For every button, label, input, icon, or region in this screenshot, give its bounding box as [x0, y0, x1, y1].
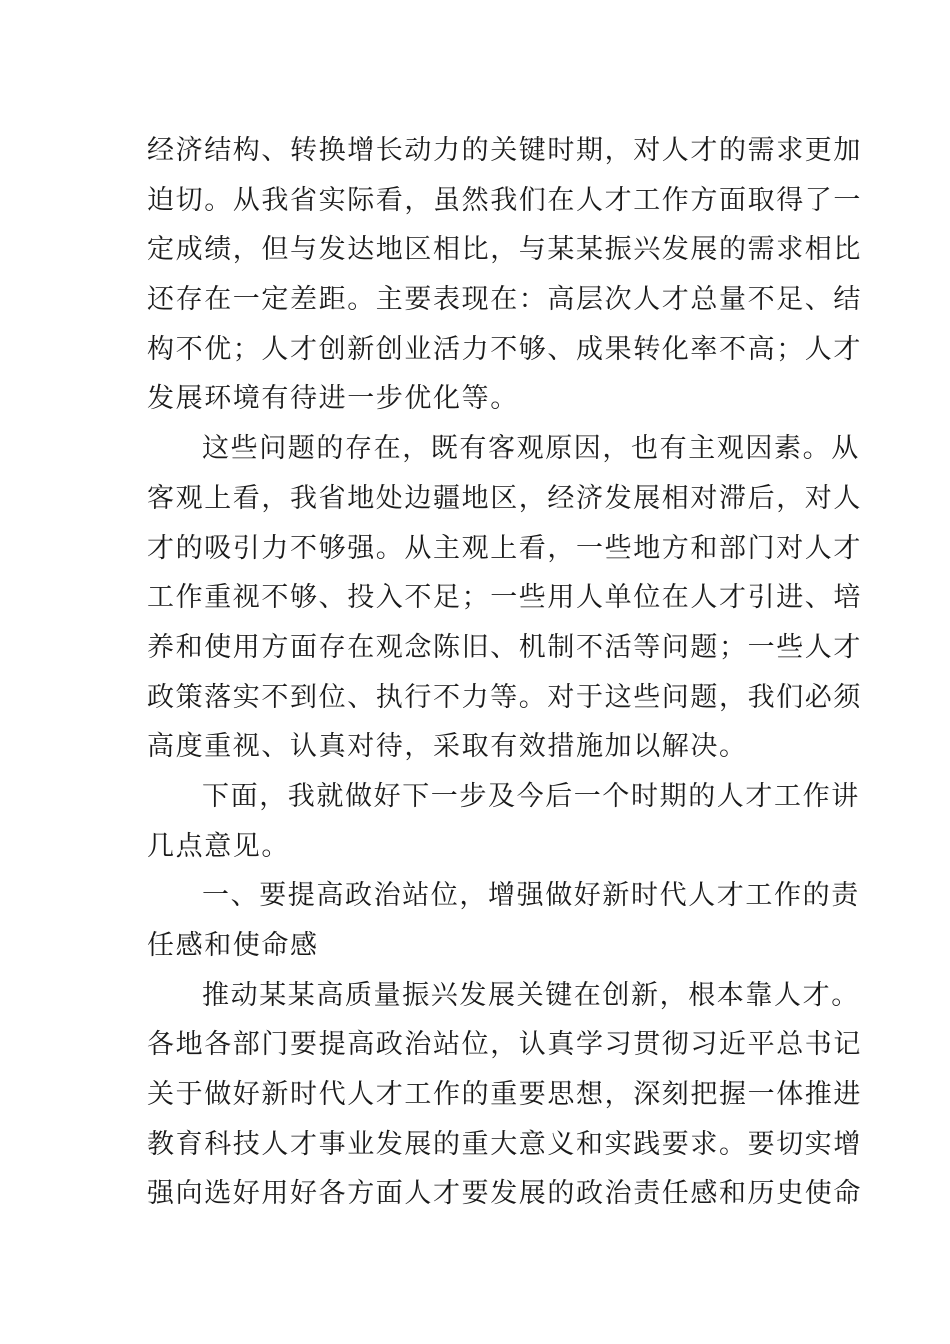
- text-line: 几点意见。: [147, 830, 290, 862]
- text-line: 迫切。从我省实际看，虽然我们在人才工作方面取得了一: [147, 184, 862, 216]
- section-heading-line: 任感和使命感: [147, 930, 319, 961]
- text-line: 经济结构、转换增长动力的关键时期，对人才的需求更加: [147, 135, 862, 166]
- body-text: [147, 126, 862, 1219]
- paragraph-start-line: 这些问题的存在，既有客观原因，也有主观因素。从: [202, 433, 860, 465]
- text-line: 才的吸引力不够强。从主观上看，一些地方和部门对人才: [147, 532, 862, 564]
- text-line: 养和使用方面存在观念陈旧、机制不活等问题；一些人才: [147, 631, 862, 663]
- text-line: 还存在一定差距。主要表现在：高层次人才总量不足、结: [147, 284, 862, 316]
- text-line: 定成绩，但与发达地区相比，与某某振兴发展的需求相比: [147, 234, 862, 266]
- text-line: 构不优；人才创新创业活力不够、成果转化率不高；人才: [147, 333, 862, 365]
- paragraph-start-line: 推动某某高质量振兴发展关键在创新，根本靠人才。: [202, 979, 860, 1011]
- text-line: 政策落实不到位、执行不力等。对于这些问题，我们必须: [147, 681, 862, 713]
- text-line: 各地各部门要提高政治站位，认真学习贯彻习近平总书记: [147, 1029, 862, 1061]
- text-line: 强向选好用好各方面人才要发展的政治责任感和历史使命: [147, 1178, 862, 1210]
- text-line: 客观上看，我省地处边疆地区，经济发展相对滞后，对人: [147, 482, 862, 514]
- text-line: 教育科技人才事业发展的重大意义和实践要求。要切实增: [147, 1128, 862, 1160]
- text-line: 高度重视、认真对待，采取有效措施加以解决。: [147, 731, 748, 763]
- text-line: 发展环境有待进一步优化等。: [147, 383, 519, 415]
- paragraph-start-line: 下面，我就做好下一步及今后一个时期的人才工作讲: [202, 780, 860, 812]
- text-line: 关于做好新时代人才工作的重要思想，深刻把握一体推进: [147, 1079, 862, 1111]
- text-line: 工作重视不够、投入不足；一些用人单位在人才引进、培: [147, 582, 862, 614]
- section-heading-line: 一、要提高政治站位，增强做好新时代人才工作的责: [202, 880, 860, 912]
